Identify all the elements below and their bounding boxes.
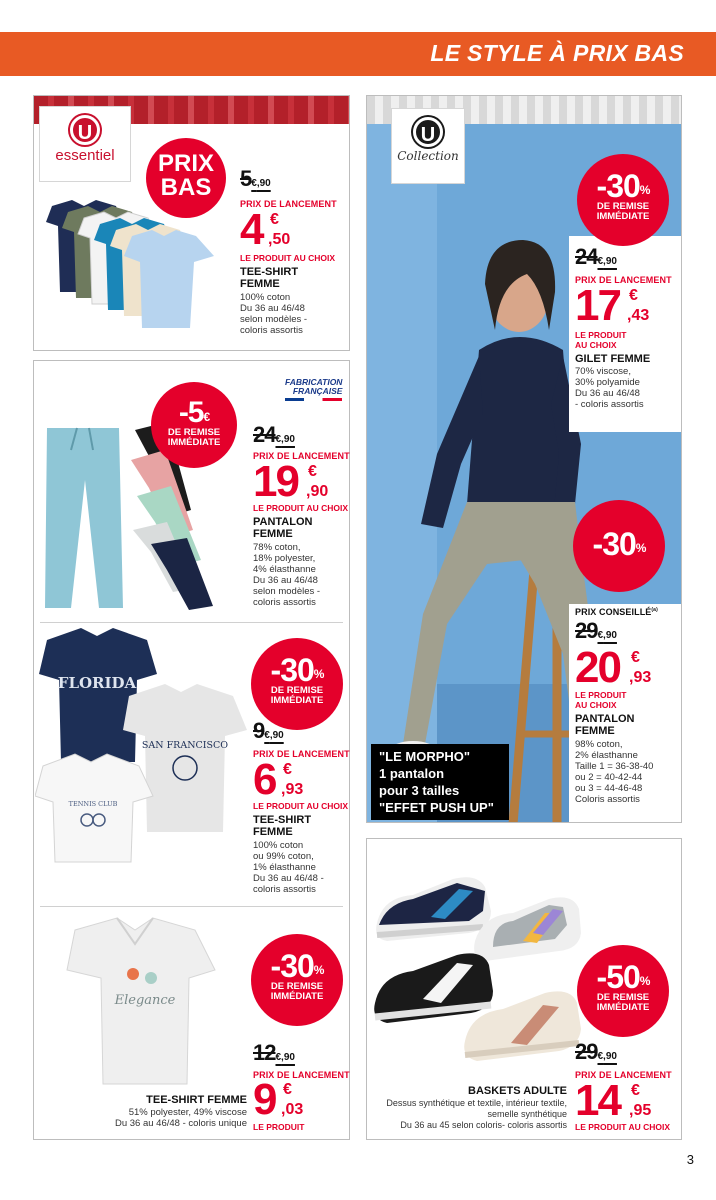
header-band <box>0 32 716 76</box>
product-description: 98% coton, 2% élasthanne Taille 1 = 36-38-40 ou 2 = 40-42-44 ou 3 = 44-46-48 Coloris assortis <box>575 739 654 805</box>
product-name: GILET FEMME <box>575 353 651 365</box>
new-price: 14 € ,95 <box>575 1076 652 1125</box>
product-choice-label: LE PRODUIT <box>253 1122 305 1132</box>
product-name: PANTALON FEMME <box>253 516 313 540</box>
u-logo-icon: U <box>413 117 443 147</box>
brand-word: Collection <box>397 149 459 163</box>
price-label: PRIX DE LANCEMENT <box>253 749 350 759</box>
old-price: 9€,90 <box>253 718 284 743</box>
product-name: PANTALON FEMME <box>575 713 635 737</box>
old-price: 29€,90 <box>575 618 617 643</box>
product-description: 70% viscose, 30% polyamide Du 36 au 46/48 - coloris assortis <box>575 366 644 410</box>
new-price: 9 € ,03 <box>253 1075 304 1124</box>
discount-badge: -50% DE REMISE IMMÉDIATE <box>577 945 669 1037</box>
discount-badge: -30% DE REMISE IMMÉDIATE <box>251 638 343 730</box>
fabrication-francaise-label: FABRICATION FRANÇAISE <box>285 378 342 401</box>
baskets-image <box>373 851 583 1071</box>
discount-badge: -5€ DE REMISE IMMÉDIATE <box>151 382 237 468</box>
product-choice-label: LE PRODUIT AU CHOIX <box>253 503 349 513</box>
old-price: 24€,90 <box>575 244 617 269</box>
brand-word: essentiel <box>55 147 115 164</box>
morpho-callout: "LE MORPHO" 1 pantalon pour 3 tailles "EFFET PUSH UP" <box>371 744 509 820</box>
new-price: 6 € ,93 <box>253 755 304 804</box>
product-choice-label: LE PRODUIT AU CHOIX <box>575 330 627 350</box>
u-logo-icon: U <box>70 115 100 145</box>
new-price: 19 € ,90 <box>253 457 329 506</box>
page-title: LE STYLE À PRIX BAS <box>430 40 684 66</box>
product-description: 100% coton ou 99% coton, 1% élasthanne Du 36 au 46/48 - coloris assortis <box>253 840 324 895</box>
product-choice-label: LE PRODUIT AU CHOIX <box>253 801 349 811</box>
old-price: 29€,90 <box>575 1039 617 1064</box>
logo-u-essentiel <box>39 106 131 182</box>
pantalon-lightblue <box>45 428 123 608</box>
offer-tee-shirt-elegance <box>33 906 350 1140</box>
offer-tee-shirt-imprime <box>33 622 350 904</box>
sneaker-grey-yellow <box>474 897 581 961</box>
price-label: PRIX DE LANCEMENT <box>253 451 350 461</box>
sneaker-navy-blue <box>376 877 491 941</box>
tee-print-tennis-club: TENNIS CLUB <box>68 800 118 808</box>
pantalon-navy <box>151 538 213 610</box>
tee-shirt-grey-sanfrancisco <box>123 684 247 832</box>
price-label: PRIX CONSEILLÉ$^{(a)}$ <box>575 607 658 617</box>
new-price: 17 € ,43 <box>575 281 650 330</box>
offer-baskets <box>366 838 682 1140</box>
tee-print-elegance: Elegance <box>114 993 176 1008</box>
new-price: 4 € ,50 <box>240 205 291 254</box>
price-label: PRIX DE LANCEMENT <box>575 1070 672 1080</box>
old-price: 5€,90 <box>240 166 271 191</box>
tee-shirt-elegance-image <box>57 916 237 1086</box>
tee-print-florida: FLORIDA <box>57 674 137 692</box>
tee-print-sanfrancisco: SAN FRANCISCO <box>141 740 229 751</box>
product-choice-label: LE PRODUIT AU CHOIX <box>240 253 336 263</box>
product-name: TEE-SHIRT FEMME <box>240 266 299 290</box>
page-number: 3 <box>686 1152 694 1167</box>
product-choice-label: LE PRODUIT AU CHOIX <box>575 1122 671 1132</box>
discount-badge: -30% <box>573 500 665 592</box>
offer-tee-shirt-essentiel <box>33 95 350 351</box>
price-label: PRIX DE LANCEMENT <box>575 275 672 285</box>
product-name: TEE-SHIRT FEMME <box>253 814 312 838</box>
offer-collection-frame <box>366 95 682 823</box>
product-choice-label: LE PRODUIT AU CHOIX <box>575 690 627 710</box>
product-name: BASKETS ADULTE <box>468 1085 567 1097</box>
product-description: Dessus synthétique et textile, intérieur textile, semelle synthétique Du 36 au 45 selon coloris- coloris assortis <box>386 1098 567 1130</box>
discount-badge: -30% DE REMISE IMMÉDIATE <box>577 154 669 246</box>
logo-u-collection <box>391 108 465 184</box>
product-description: 78% coton, 18% polyester, 4% élasthanne Du 36 au 46/48 selon modèles - coloris assortis <box>253 542 321 608</box>
printed-tee-shirts-image <box>35 626 255 866</box>
prix-bas-badge: PRIX BAS <box>146 138 226 218</box>
price-label: PRIX DE LANCEMENT <box>240 199 337 209</box>
french-flag-icon <box>285 398 342 401</box>
product-name: TEE-SHIRT FEMME <box>146 1094 247 1106</box>
old-price: 24€,90 <box>253 422 295 447</box>
old-price: 12€,90 <box>253 1040 295 1065</box>
discount-badge: -30% DE REMISE IMMÉDIATE <box>251 934 343 1026</box>
product-description: 51% polyester, 49% viscose Du 36 au 46/48 - coloris unique <box>114 1107 247 1129</box>
sneaker-black-white <box>374 953 493 1023</box>
new-price: 20 € ,93 <box>575 643 652 692</box>
price-label: PRIX DE LANCEMENT <box>253 1070 350 1080</box>
offer-pantalon-femme <box>33 360 350 622</box>
tee-shirt-white-tennis <box>35 754 153 862</box>
product-description: 100% coton Du 36 au 46/48 selon modèles - coloris assortis <box>240 292 308 336</box>
